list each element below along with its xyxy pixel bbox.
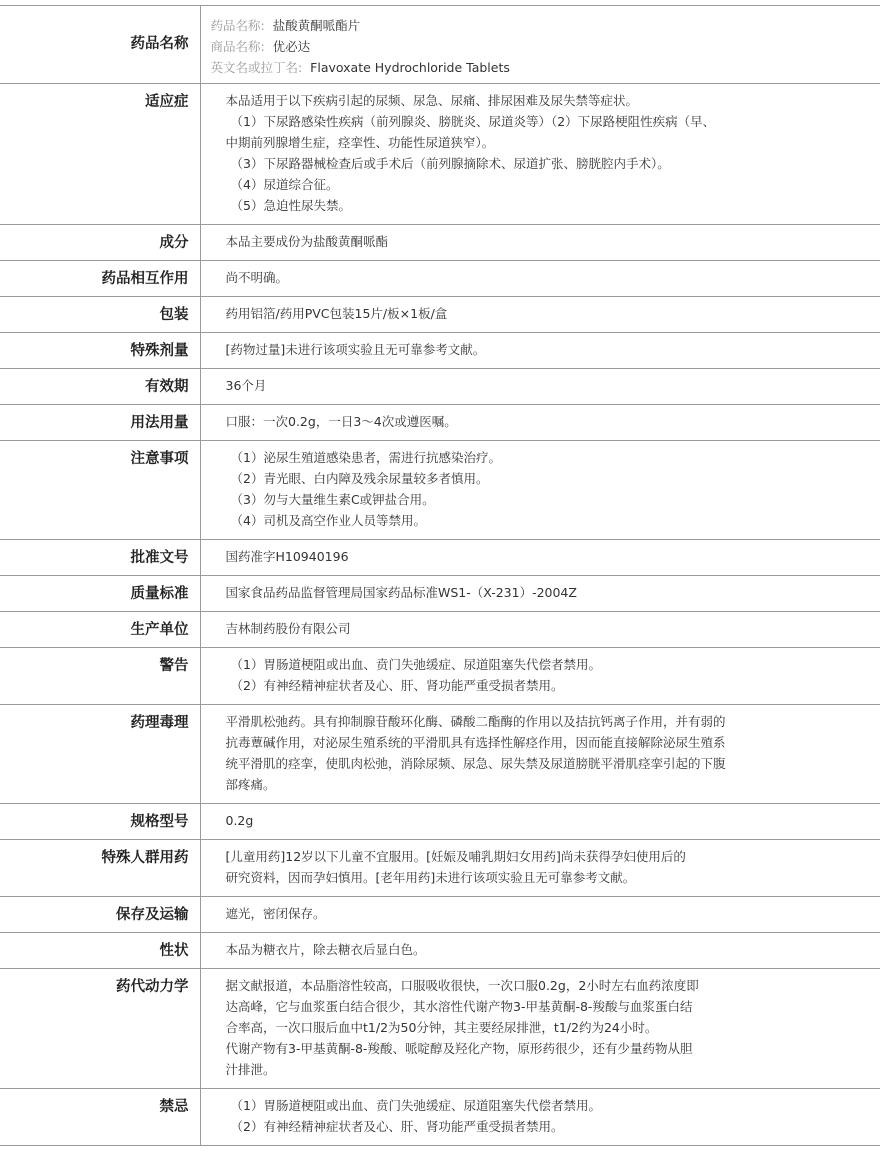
row-packaging	[0, 297, 880, 333]
row-label: 批准文号	[0, 540, 200, 576]
row-label: 药代动力学	[0, 969, 200, 1089]
row-approval	[0, 540, 880, 576]
row-indications	[0, 84, 880, 225]
row-label: 有效期	[0, 369, 200, 405]
dosage-text: 口服：一次0.2g，一日3～4次或遵医嘱。	[225, 414, 457, 429]
row-label: 成分	[0, 225, 200, 261]
special-groups-text	[200, 840, 880, 897]
text-line: （1）胃肠道梗阻或出血、贲门失弛缓症、尿道阻塞失代偿者禁用。	[230, 657, 601, 672]
text-line: （4）尿道综合征。	[230, 177, 339, 192]
row-drug-name	[0, 6, 880, 84]
text-line: 汁排泄。	[225, 1062, 276, 1077]
text-line: （5）急迫性尿失禁。	[230, 198, 351, 213]
text-line: 代谢产物有3-甲基黄酮-8-羧酸、哌啶醇及羟化产物，原形药很少，还有少量药物从胆	[225, 1041, 693, 1056]
row-label: 药品名称	[0, 6, 200, 84]
row-shelf-life	[0, 369, 880, 405]
row-label: 禁忌	[0, 1089, 200, 1146]
indications-text	[200, 84, 880, 225]
ingredients-text: 本品主要成份为盐酸黄酮哌酯	[225, 234, 389, 249]
drug-name-values	[200, 6, 880, 84]
row-label: 药理毒理	[0, 705, 200, 804]
text-line: （2）青光眼、白内障及残余尿量较多者慎用。	[230, 471, 489, 486]
text-line: 抗毒蕈碱作用，对泌尿生殖系统的平滑肌具有选择性解痉作用，因而能直接解除泌尿生殖系	[225, 735, 726, 750]
row-standard	[0, 576, 880, 612]
row-interactions	[0, 261, 880, 297]
packaging-text: 药用铝箔/药用PVC包装15片/板×1板/盒	[225, 306, 448, 321]
row-pharmacology	[0, 705, 880, 804]
text-line: 部疼痛。	[225, 777, 276, 792]
row-pharmacokinetics	[0, 969, 880, 1089]
brand-name-key: 商品名称:	[210, 39, 265, 54]
shelf-life-text: 36个月	[225, 378, 267, 393]
drug-info-page	[0, 5, 880, 1146]
row-label: 生产单位	[0, 612, 200, 648]
row-label: 特殊人群用药	[0, 840, 200, 897]
text-line: 中期前列腺增生症，痉挛性、功能性尿道狭窄）。	[225, 135, 495, 150]
text-line: （1）泌尿生殖道感染患者，需进行抗感染治疗。	[230, 450, 501, 465]
pharmacology-text	[200, 705, 880, 804]
storage-text: 遮光，密闭保存。	[225, 906, 326, 921]
text-line: 研究资料，因而孕妇慎用。[老年用药]未进行该项实验且无可靠参考文献。	[225, 870, 636, 885]
text-line: 本品适用于以下疾病引起的尿频、尿急、尿痛、排尿困难及尿失禁等症状。	[225, 93, 639, 108]
text-line: （1）胃肠道梗阻或出血、贲门失弛缓症、尿道阻塞失代偿者禁用。	[230, 1098, 601, 1113]
row-warnings	[0, 648, 880, 705]
english-name-value: Flavoxate Hydrochloride Tablets	[310, 60, 510, 75]
drug-info-table	[0, 5, 880, 1146]
brand-name-value: 优必达	[272, 39, 311, 54]
row-label: 药品相互作用	[0, 261, 200, 297]
text-line: （1）下尿路感染性疾病（前列腺炎、膀胱炎、尿道炎等）（2）下尿路梗阻性疾病（早、	[230, 114, 716, 129]
generic-name-key: 药品名称:	[210, 18, 265, 33]
overdose-text: [药物过量]未进行该项实验且无可靠参考文献。	[225, 342, 486, 357]
text-line: （3）勿与大量维生素C或钾盐合用。	[230, 492, 435, 507]
standard-text: 国家食品药品监督管理局国家药品标准WS1-（X-231）-2004Z	[225, 585, 577, 600]
row-label: 保存及运输	[0, 897, 200, 933]
interactions-text: 尚不明确。	[225, 270, 289, 285]
row-contraindications	[0, 1089, 880, 1146]
row-label: 用法用量	[0, 405, 200, 441]
row-label: 特殊剂量	[0, 333, 200, 369]
row-label: 质量标准	[0, 576, 200, 612]
text-line: 据文献报道，本品脂溶性较高，口服吸收很快，一次口服0.2g，2小时左右血药浓度即	[225, 978, 699, 993]
row-manufacturer	[0, 612, 880, 648]
warnings-text	[200, 648, 880, 705]
approval-text: 国药准字H10940196	[225, 549, 349, 564]
text-line: [儿童用药]12岁以下儿童不宜服用。[妊娠及哺乳期妇女用药]尚未获得孕妇使用后的	[225, 849, 686, 864]
text-line: 统平滑肌的痉挛，使肌肉松弛，消除尿频、尿急、尿失禁及尿道膀胱平滑肌痉挛引起的下腹	[225, 756, 726, 771]
text-line: （3）下尿路器械检查后或手术后（前列腺摘除术、尿道扩张、膀胱腔内手术）。	[230, 156, 670, 171]
contraindications-text	[200, 1089, 880, 1146]
text-line: 平滑肌松弛药。具有抑制腺苷酸环化酶、磷酸二酯酶的作用以及拮抗钙离子作用，并有弱的	[225, 714, 726, 729]
row-appearance	[0, 933, 880, 969]
row-precautions	[0, 441, 880, 540]
row-label: 包装	[0, 297, 200, 333]
appearance-text: 本品为糖衣片，除去糖衣后显白色。	[225, 942, 426, 957]
manufacturer-text: 吉林制药股份有限公司	[225, 621, 351, 636]
row-label: 性状	[0, 933, 200, 969]
generic-name-value: 盐酸黄酮哌酯片	[272, 18, 361, 33]
pharmacokinetics-text	[200, 969, 880, 1089]
text-line: （4）司机及高空作业人员等禁用。	[230, 513, 426, 528]
row-overdose	[0, 333, 880, 369]
row-special-groups	[0, 840, 880, 897]
text-line: 合率高，一次口服后血中t1/2为50分钟，其主要经尿排泄，t1/2约为24小时。	[225, 1020, 658, 1035]
english-name-key: 英文名或拉丁名:	[210, 60, 303, 75]
row-dosage	[0, 405, 880, 441]
row-specification	[0, 804, 880, 840]
specification-text: 0.2g	[225, 813, 254, 828]
row-label: 规格型号	[0, 804, 200, 840]
row-label: 注意事项	[0, 441, 200, 540]
row-ingredients	[0, 225, 880, 261]
precautions-text	[200, 441, 880, 540]
row-label: 适应症	[0, 84, 200, 225]
text-line: 达高峰，它与血浆蛋白结合很少，其水溶性代谢产物3-甲基黄酮-8-羧酸与血浆蛋白结	[225, 999, 693, 1014]
row-label: 警告	[0, 648, 200, 705]
text-line: （2）有神经精神症状者及心、肝、肾功能严重受损者禁用。	[230, 1119, 564, 1134]
text-line: （2）有神经精神症状者及心、肝、肾功能严重受损者禁用。	[230, 678, 564, 693]
row-storage	[0, 897, 880, 933]
